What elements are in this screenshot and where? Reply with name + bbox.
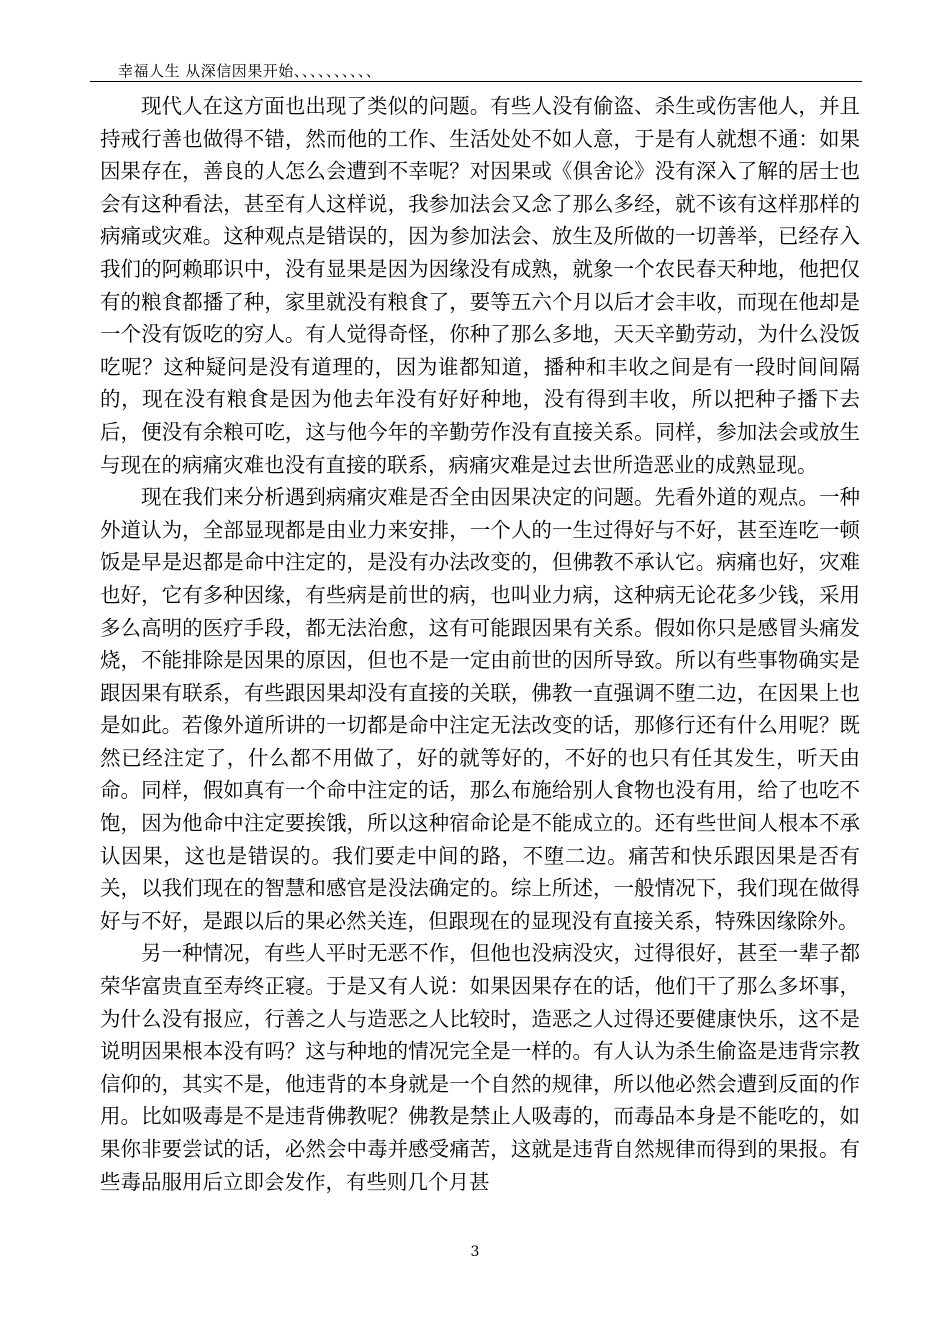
paragraph-2: 现在我们来分析遇到病痛灾难是否全由因果决定的问题。先看外道的观点。一种外道认为，全部显现都是由业力来安排，一个人的一生过得好与不好，甚至连吃一顿饭是早是迟都是命中注定的，是没有办法改变的，但佛教不承认它。病痛也好，灾难也好，它有多种因缘，有些病是前世的病，也叫业力病，这种病无论花多少钱，采用多么高明的医疗手段，都无法治愈，这有可能跟因果有关系。假如你只是感冒头痛发烧，不能排除是因果的原因，但也不是一定由前世的因所导致。所以有些事物确实是跟因果有联系，有些跟因果却没有直接的关联，佛教一直强调不堕二边，在因果上也是如此。若像外道所讲的一切都是命中注定无法改变的话，那修行还有什么用呢？既然已经注定了，什么都不用做了，好的就等好的，不好的也只有任其发生，听天由命。同样，假如真有一个命中注定的话，那么布施给别人食物也没有用，给了也吃不饱，因为他命中注定要挨饿，所以这种宿命论是不能成立的。还有些世间人根本不承认因果，这也是错误的。我们要走中间的路，不堕二边。痛苦和快乐跟因果是否有关，以我们现在的智慧和感官是没法确定的。综上所述，一般情况下，我们现在做得好与不好，是跟以后的果必然关连，但跟现在的显现没有直接关系，特殊因缘除外。 [100, 485, 860, 933]
running-header: 幸福人生 从深信因果开始、、、、、、、、、、 [118, 62, 382, 80]
document-body [100, 90, 860, 1198]
header-divider [90, 81, 862, 82]
page-number: 3 [470, 1244, 480, 1260]
paragraph-1: 现代人在这方面也出现了类似的问题。有些人没有偷盗、杀生或伤害他人，并且持戒行善也做得不错，然而他的工作、生活处处不如人意，于是有人就想不通：如果因果存在，善良的人怎么会遭到不幸呢？对因果或《俱舍论》没有深入了解的居士也会有这种看法，甚至有人这样说，我参加法会又念了那么多经，就不该有这样那样的病痛或灾难。这种观点是错误的，因为参加法会、放生及所做的一切善举，已经存入我们的阿赖耶识中，没有显果是因为因缘没有成熟，就象一个农民春天种地，他把仅有的粮食都播了种，家里就没有粮食了，要等五六个月以后才会丰收，而现在他却是一个没有饭吃的穷人。有人觉得奇怪，你种了那么多地，天天辛勤劳动，为什么没饭吃呢？这种疑问是没有道理的，因为谁都知道，播种和丰收之间是有一段时间间隔的，现在没有粮食是因为他去年没有好好种地，没有得到丰收，所以把种子播下去后，便没有余粮可吃，这与他今年的辛勤劳作没有直接关系。同样，参加法会或放生与现在的病痛灾难也没有直接的联系，病痛灾难是过去世所造恶业的成熟显现。 [100, 94, 860, 477]
paragraph-3: 另一种情况，有些人平时无恶不作，但他也没病没灾，过得很好，甚至一辈子都荣华富贵直至寿终正寝。于是又有人说：如果因果存在的话，他们干了那么多坏事，为什么没有报应，行善之人与造恶之人比较时，造恶之人过得还要健康快乐，这不是说明因果根本没有吗？这与种地的情况完全是一样的。有人认为杀生偷盗是违背宗教信仰的，其实不是，他违背的本身就是一个自然的规律，所以他必然会遭到反面的作用。比如吸毒是不是违背佛教呢？佛教是禁止人吸毒的，而毒品本身是不能吃的，如果你非要尝试的话，必然会中毒并感受痛苦，这就是违背自然规律而得到的果报。有些毒品服用后立即会发作，有些则几个月甚 [100, 941, 860, 1194]
